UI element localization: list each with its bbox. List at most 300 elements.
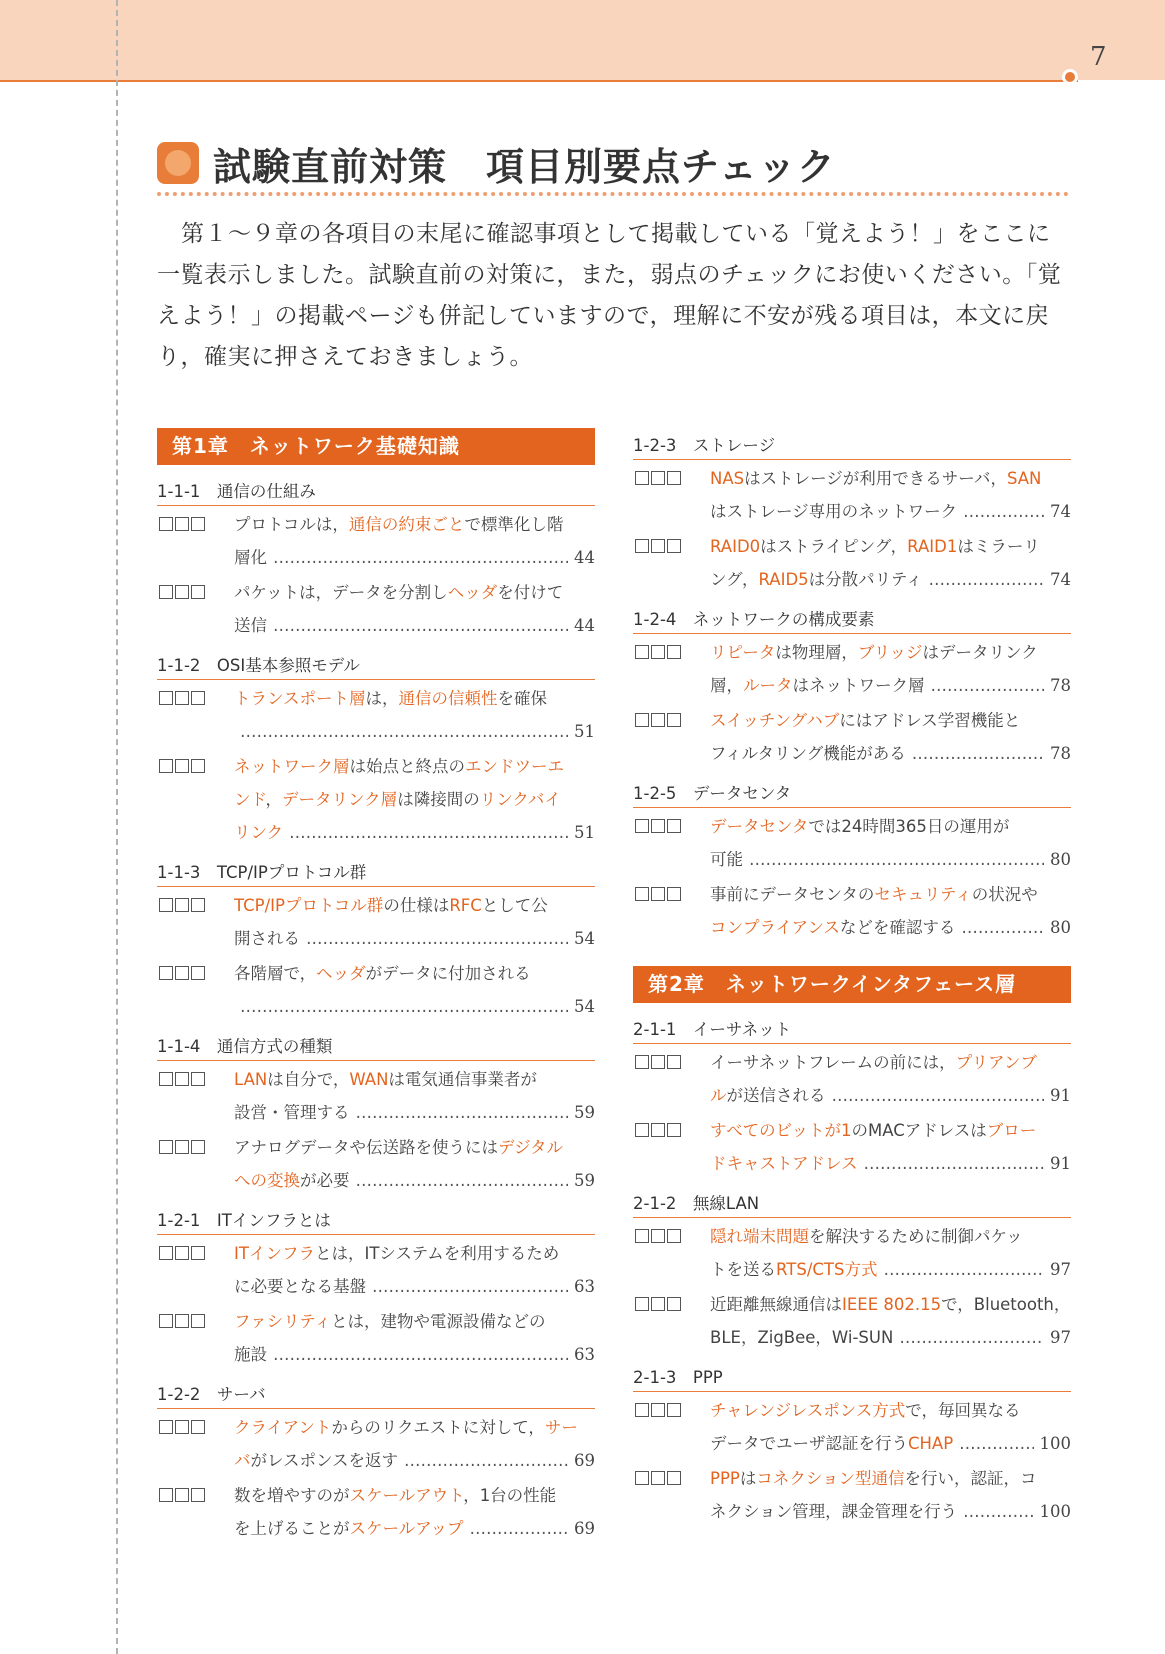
keyword: デジタル bbox=[498, 1138, 564, 1157]
section-2-1-3: 2-1-3 PPP bbox=[633, 1365, 1071, 1392]
checkbox[interactable] bbox=[175, 1072, 189, 1086]
item-text: はネットワーク層 bbox=[792, 676, 925, 695]
leader-dots bbox=[749, 843, 1044, 876]
checkbox[interactable] bbox=[651, 471, 665, 485]
item-text: 可能 bbox=[710, 850, 743, 869]
item-text: を付けて bbox=[497, 583, 564, 602]
checkboxes[interactable] bbox=[159, 585, 205, 599]
checkboxes[interactable] bbox=[635, 819, 681, 833]
checkbox[interactable] bbox=[651, 1229, 665, 1243]
check-item bbox=[633, 636, 1071, 702]
item-text: はストレージが利用できるサーバ， bbox=[744, 469, 1007, 488]
keyword: コネクション型通信 bbox=[756, 1469, 905, 1488]
heading-bullet-icon bbox=[157, 142, 199, 184]
item-text: フィルタリング機能がある bbox=[710, 744, 906, 763]
checkboxes[interactable] bbox=[159, 966, 205, 980]
item-text: は電気通信事業者が bbox=[388, 1070, 537, 1089]
leader-dots bbox=[959, 1427, 1033, 1460]
checkbox[interactable] bbox=[651, 539, 665, 553]
checkbox[interactable] bbox=[175, 1246, 189, 1260]
checkbox[interactable] bbox=[175, 1420, 189, 1434]
keyword: セキュリティ bbox=[874, 885, 972, 904]
keyword: サー bbox=[544, 1418, 578, 1437]
page-ref: 80 bbox=[1050, 918, 1071, 937]
page-ref: 91 bbox=[1050, 1086, 1071, 1105]
checkbox[interactable] bbox=[651, 819, 665, 833]
page-ref: 91 bbox=[1050, 1154, 1071, 1173]
leader-dots bbox=[899, 1321, 1044, 1354]
item-text: はストレージ専用のネットワーク bbox=[710, 502, 958, 521]
checkbox[interactable] bbox=[667, 887, 681, 901]
page-ref: 54 bbox=[574, 929, 595, 948]
check-item bbox=[157, 957, 595, 1023]
item-text: は分散パリティ bbox=[808, 570, 923, 589]
page-ref: 59 bbox=[574, 1103, 595, 1122]
checkbox[interactable] bbox=[635, 645, 649, 659]
keyword: ITインフラ bbox=[234, 1244, 315, 1263]
page-ref: 97 bbox=[1050, 1328, 1071, 1347]
item-text: がレスポンスを返す bbox=[250, 1451, 399, 1470]
right-column bbox=[633, 430, 1071, 1528]
keyword: トランスポート層 bbox=[234, 689, 366, 708]
checkbox[interactable] bbox=[159, 759, 173, 773]
page-ref: 78 bbox=[1050, 676, 1071, 695]
checkbox[interactable] bbox=[191, 898, 205, 912]
item-text: を行い，認証，コ bbox=[904, 1469, 1037, 1488]
keyword: IEEE 802.15 bbox=[842, 1295, 942, 1314]
checkbox[interactable] bbox=[175, 1314, 189, 1328]
leader-dots bbox=[273, 1338, 568, 1371]
keyword: チャレンジレスポンス方式 bbox=[710, 1401, 906, 1420]
keyword: WAN bbox=[349, 1070, 389, 1089]
checkboxes[interactable] bbox=[635, 887, 681, 901]
checkbox[interactable] bbox=[635, 1471, 649, 1485]
checkbox[interactable] bbox=[159, 1246, 173, 1260]
checkbox[interactable] bbox=[191, 691, 205, 705]
checkbox[interactable] bbox=[159, 1072, 173, 1086]
item-text: は， bbox=[365, 689, 399, 708]
checkbox[interactable] bbox=[191, 759, 205, 773]
checkbox[interactable] bbox=[191, 1420, 205, 1434]
item-text: プロトコルは， bbox=[234, 515, 349, 534]
leader-dots bbox=[273, 609, 568, 642]
keyword: スケールアウト bbox=[349, 1486, 464, 1505]
header-band bbox=[0, 0, 1165, 80]
keyword: ルータ bbox=[743, 676, 793, 695]
checkbox[interactable] bbox=[635, 887, 649, 901]
checkbox[interactable] bbox=[175, 1140, 189, 1154]
item-text: 開される bbox=[234, 929, 300, 948]
checkbox[interactable] bbox=[667, 713, 681, 727]
leader-dots bbox=[372, 1270, 568, 1303]
keyword: 通信の約束ごと bbox=[348, 515, 465, 534]
item-text: データでユーザ認証を行う bbox=[710, 1434, 908, 1453]
page-heading bbox=[157, 138, 836, 188]
item-text: ，1台の性能 bbox=[463, 1486, 557, 1505]
checkbox[interactable] bbox=[191, 966, 205, 980]
section-1-1-2: 1-1-2 OSI基本参照モデル bbox=[157, 653, 595, 680]
keyword: ネットワーク層 bbox=[234, 757, 350, 776]
section-2-1-1: 2-1-1 イーサネット bbox=[633, 1017, 1071, 1044]
leader-dots bbox=[963, 1495, 1033, 1528]
keyword: ブロー bbox=[986, 1121, 1037, 1140]
keyword: ドキャストアドレス bbox=[710, 1154, 858, 1173]
check-item bbox=[633, 878, 1071, 944]
item-text: トを送る bbox=[710, 1260, 776, 1279]
item-text: BLE，ZigBee，Wi-SUN bbox=[710, 1328, 894, 1347]
item-text: を解決するために制御パケッ bbox=[809, 1227, 1023, 1246]
checkbox[interactable] bbox=[175, 966, 189, 980]
leader-dots bbox=[273, 541, 568, 574]
item-text: で，Bluetooth， bbox=[941, 1295, 1071, 1314]
page-ref: 54 bbox=[574, 997, 595, 1016]
item-text: で，毎回異なる bbox=[905, 1401, 1021, 1420]
checkbox[interactable] bbox=[175, 517, 189, 531]
checkboxes[interactable] bbox=[635, 1229, 681, 1243]
checkboxes[interactable] bbox=[159, 517, 205, 531]
checkbox[interactable] bbox=[667, 1055, 681, 1069]
page-ref: 63 bbox=[574, 1277, 595, 1296]
section-1-1-4: 1-1-4 通信方式の種類 bbox=[157, 1034, 595, 1061]
item-text: では24時間365日の運用が bbox=[808, 817, 1010, 836]
section-1-1-3: 1-1-3 TCP/IPプロトコル群 bbox=[157, 860, 595, 887]
leader-dots bbox=[929, 563, 1044, 596]
checkboxes[interactable] bbox=[159, 1420, 205, 1434]
keyword: 通信の信頼性 bbox=[398, 689, 498, 708]
keyword: SAN bbox=[1006, 469, 1042, 488]
checkbox[interactable] bbox=[651, 1471, 665, 1485]
checkbox[interactable] bbox=[191, 1072, 205, 1086]
item-text: ネクション管理，課金管理を行う bbox=[710, 1502, 958, 1521]
checkboxes[interactable] bbox=[635, 539, 681, 553]
section-1-2-1: 1-2-1 ITインフラとは bbox=[157, 1208, 595, 1235]
check-item bbox=[633, 462, 1071, 528]
section-1-2-2: 1-2-2 サーバ bbox=[157, 1382, 595, 1409]
check-item bbox=[157, 682, 595, 748]
page-ref: 100 bbox=[1039, 1502, 1071, 1521]
check-item bbox=[633, 1462, 1071, 1528]
keyword: プリアンブ bbox=[955, 1053, 1037, 1072]
item-text: とは，ITシステムを利用するため bbox=[314, 1244, 560, 1263]
keyword: RFC bbox=[449, 896, 482, 915]
checkboxes[interactable] bbox=[635, 713, 681, 727]
leader-dots bbox=[912, 737, 1044, 770]
page-ref: 80 bbox=[1050, 850, 1071, 869]
item-text: とは，建物や電源設備などの bbox=[331, 1312, 546, 1331]
item-text: が送信される bbox=[726, 1086, 826, 1105]
left-column bbox=[157, 428, 595, 1545]
leader-dots bbox=[931, 669, 1045, 702]
checkbox[interactable] bbox=[191, 1140, 205, 1154]
leader-dots bbox=[832, 1079, 1045, 1112]
checkbox[interactable] bbox=[667, 819, 681, 833]
page-ref: 44 bbox=[574, 616, 595, 635]
keyword: CHAP bbox=[908, 1434, 954, 1453]
item-text: などを確認する bbox=[839, 918, 956, 937]
checkboxes[interactable] bbox=[159, 1246, 205, 1260]
item-text: として公 bbox=[481, 896, 548, 915]
keyword: スケールアップ bbox=[349, 1519, 464, 1538]
check-item bbox=[633, 704, 1071, 770]
checkbox[interactable] bbox=[191, 1246, 205, 1260]
leader-dots bbox=[240, 715, 568, 748]
checkboxes[interactable] bbox=[635, 645, 681, 659]
page-ref: 100 bbox=[1039, 1434, 1071, 1453]
check-item bbox=[157, 508, 595, 574]
checkbox[interactable] bbox=[667, 1471, 681, 1485]
checkbox[interactable] bbox=[667, 1123, 681, 1137]
header-dot bbox=[1062, 69, 1078, 85]
checkbox[interactable] bbox=[635, 819, 649, 833]
keyword: バ bbox=[234, 1451, 251, 1470]
checkboxes[interactable] bbox=[635, 1123, 681, 1137]
checkbox[interactable] bbox=[175, 1488, 189, 1502]
checkbox[interactable] bbox=[159, 1488, 173, 1502]
check-item bbox=[157, 1237, 595, 1303]
checkbox[interactable] bbox=[667, 645, 681, 659]
leader-dots bbox=[404, 1444, 568, 1477]
checkbox[interactable] bbox=[667, 539, 681, 553]
keyword: LAN bbox=[234, 1070, 268, 1089]
checkbox[interactable] bbox=[159, 691, 173, 705]
checkbox[interactable] bbox=[159, 1420, 173, 1434]
check-item bbox=[633, 1114, 1071, 1180]
keyword: RAID5 bbox=[758, 570, 809, 589]
item-text: は隣接間の bbox=[397, 790, 480, 809]
keyword: ヘッダ bbox=[316, 964, 366, 983]
checkbox[interactable] bbox=[651, 713, 665, 727]
checkboxes[interactable] bbox=[159, 1072, 205, 1086]
item-text: 各階層で， bbox=[234, 964, 317, 983]
keyword: すべてのビットが1 bbox=[710, 1121, 852, 1140]
checkbox[interactable] bbox=[651, 1403, 665, 1417]
item-text: は bbox=[739, 1469, 757, 1488]
checkbox[interactable] bbox=[667, 1403, 681, 1417]
checkbox[interactable] bbox=[635, 1403, 649, 1417]
item-text: イーサネットフレームの前には， bbox=[710, 1053, 956, 1072]
check-item bbox=[157, 1479, 595, 1545]
checkboxes[interactable] bbox=[635, 471, 681, 485]
check-item bbox=[157, 889, 595, 955]
page-ref: 51 bbox=[574, 722, 595, 741]
page-ref: 78 bbox=[1050, 744, 1071, 763]
item-text: ， bbox=[265, 790, 283, 809]
keyword: RAID1 bbox=[907, 537, 958, 556]
check-item bbox=[633, 1394, 1071, 1460]
binding-guide-line bbox=[116, 0, 118, 1654]
item-text: が必要 bbox=[300, 1171, 350, 1190]
section-1-2-5: 1-2-5 データセンタ bbox=[633, 781, 1071, 808]
keyword: エンドツーエ bbox=[465, 757, 564, 776]
item-text: に必要となる基盤 bbox=[234, 1277, 366, 1296]
leader-dots bbox=[963, 495, 1044, 528]
section-1-1-1: 1-1-1 通信の仕組み bbox=[157, 479, 595, 506]
header-rule bbox=[0, 80, 1078, 82]
chapter-2-header: 第2章 ネットワークインタフェース層 bbox=[633, 966, 1071, 1003]
checkbox[interactable] bbox=[159, 517, 173, 531]
item-text: 事前にデータセンタの bbox=[710, 885, 875, 904]
page-ref: 51 bbox=[574, 823, 595, 842]
keyword: ンド bbox=[234, 790, 266, 809]
item-text: 送信 bbox=[234, 616, 267, 635]
page-ref: 63 bbox=[574, 1345, 595, 1364]
intro-paragraph: 第１～９章の各項目の末尾に確認事項として掲載している「覚えよう！」をここに一覧表示しました。試験直前の対策に，また，弱点のチェックにお使いください。「覚えよう！」の掲載ページも併記していますので，理解に不安が残る項目は，本文に戻り，確実に押さえておきましょう。 bbox=[157, 221, 1062, 370]
checkbox[interactable] bbox=[175, 585, 189, 599]
check-item bbox=[633, 1046, 1071, 1112]
section-1-2-3: 1-2-3 ストレージ bbox=[633, 433, 1071, 460]
checkboxes[interactable] bbox=[635, 1055, 681, 1069]
check-item bbox=[633, 1220, 1071, 1286]
keyword: への変換 bbox=[234, 1171, 300, 1190]
item-text: からのリクエストに対して， bbox=[331, 1418, 545, 1437]
section-1-2-4: 1-2-4 ネットワークの構成要素 bbox=[633, 607, 1071, 634]
leader-dots bbox=[864, 1147, 1044, 1180]
page-ref: 44 bbox=[574, 548, 595, 567]
item-text: 層化 bbox=[234, 548, 267, 567]
keyword: RAID0 bbox=[710, 537, 761, 556]
page-title: 試験直前対策 項目別要点チェック bbox=[213, 144, 836, 189]
keyword: ブリッジ bbox=[857, 643, 923, 662]
keyword: リンク bbox=[234, 823, 284, 842]
checkboxes[interactable] bbox=[159, 1488, 205, 1502]
page-ref: 74 bbox=[1050, 570, 1071, 589]
checkbox[interactable] bbox=[635, 1123, 649, 1137]
checkbox[interactable] bbox=[635, 713, 649, 727]
checkbox[interactable] bbox=[159, 1140, 173, 1154]
page-ref: 69 bbox=[574, 1519, 595, 1538]
keyword: スイッチングハブ bbox=[710, 711, 840, 730]
page-ref: 69 bbox=[574, 1451, 595, 1470]
check-item bbox=[157, 1305, 595, 1371]
checkboxes[interactable] bbox=[159, 759, 205, 773]
checkbox[interactable] bbox=[175, 759, 189, 773]
item-text: を確保 bbox=[497, 689, 548, 708]
checkbox[interactable] bbox=[667, 1229, 681, 1243]
item-text: で標準化し階 bbox=[464, 515, 564, 534]
checkbox[interactable] bbox=[651, 1055, 665, 1069]
leader-dots bbox=[240, 990, 568, 1023]
keyword: コンプライアンス bbox=[710, 918, 840, 937]
keyword: 隠れ端末問題 bbox=[710, 1227, 809, 1246]
item-text: 近距離無線通信は bbox=[710, 1295, 842, 1314]
leader-dots bbox=[356, 1096, 569, 1129]
checkbox[interactable] bbox=[635, 1297, 649, 1311]
checkboxes[interactable] bbox=[159, 1140, 205, 1154]
page-ref: 97 bbox=[1050, 1260, 1071, 1279]
checkbox[interactable] bbox=[191, 1488, 205, 1502]
checkbox[interactable] bbox=[667, 1297, 681, 1311]
keyword: ファシリティ bbox=[234, 1312, 332, 1331]
leader-dots bbox=[961, 911, 1044, 944]
leader-dots bbox=[306, 922, 568, 955]
checkbox[interactable] bbox=[191, 585, 205, 599]
keyword: PPP bbox=[710, 1469, 740, 1488]
section-2-1-2: 2-1-2 無線LAN bbox=[633, 1191, 1071, 1218]
keyword: データセンタ bbox=[710, 817, 809, 836]
checkbox[interactable] bbox=[635, 539, 649, 553]
checkbox[interactable] bbox=[191, 1314, 205, 1328]
check-item bbox=[157, 576, 595, 642]
checkboxes[interactable] bbox=[159, 691, 205, 705]
checkboxes[interactable] bbox=[635, 1403, 681, 1417]
checkboxes[interactable] bbox=[159, 1314, 205, 1328]
item-text: 層， bbox=[710, 676, 743, 695]
keyword: ヘッダ bbox=[447, 583, 498, 602]
check-item bbox=[157, 750, 595, 849]
item-text: は物理層， bbox=[775, 643, 858, 662]
keyword: TCP/IPプロトコル群 bbox=[234, 896, 384, 915]
checkbox[interactable] bbox=[651, 887, 665, 901]
checkboxes[interactable] bbox=[635, 1471, 681, 1485]
item-text: はストライピング， bbox=[760, 537, 908, 556]
checkbox[interactable] bbox=[635, 471, 649, 485]
item-text: ング， bbox=[710, 570, 759, 589]
checkboxes[interactable] bbox=[635, 1297, 681, 1311]
page-ref: 59 bbox=[574, 1171, 595, 1190]
item-text: アナログデータや伝送路を使うには bbox=[234, 1138, 498, 1157]
item-text: 設営・管理する bbox=[234, 1103, 350, 1122]
check-item bbox=[157, 1411, 595, 1477]
keyword: ル bbox=[710, 1086, 727, 1105]
item-text: の仕様は bbox=[383, 896, 450, 915]
checkbox[interactable] bbox=[667, 471, 681, 485]
chapter-1-header: 第1章 ネットワーク基礎知識 bbox=[157, 428, 595, 465]
leader-dots bbox=[883, 1253, 1044, 1286]
check-item bbox=[633, 1288, 1071, 1354]
checkbox[interactable] bbox=[175, 691, 189, 705]
leader-dots bbox=[356, 1164, 569, 1197]
checkbox[interactable] bbox=[651, 1297, 665, 1311]
heading-dotted-rule bbox=[157, 192, 1069, 196]
item-text: パケットは，データを分割し bbox=[234, 583, 448, 602]
checkbox[interactable] bbox=[635, 1055, 649, 1069]
checkbox[interactable] bbox=[191, 517, 205, 531]
checkbox[interactable] bbox=[175, 898, 189, 912]
keyword: RTS/CTS方式 bbox=[776, 1260, 878, 1279]
item-text: のMACアドレスは bbox=[851, 1121, 987, 1140]
keyword: NAS bbox=[710, 469, 745, 488]
check-item bbox=[157, 1063, 595, 1129]
keyword: データリンク層 bbox=[282, 790, 398, 809]
checkbox[interactable] bbox=[159, 966, 173, 980]
item-text: は始点と終点の bbox=[349, 757, 465, 776]
check-item bbox=[633, 530, 1071, 596]
checkbox[interactable] bbox=[651, 645, 665, 659]
check-item bbox=[157, 1131, 595, 1197]
checkbox[interactable] bbox=[635, 1229, 649, 1243]
leader-dots bbox=[470, 1512, 568, 1545]
item-text: にはアドレス学習機能と bbox=[839, 711, 1021, 730]
checkbox[interactable] bbox=[159, 585, 173, 599]
checkboxes[interactable] bbox=[159, 898, 205, 912]
item-text: は自分で， bbox=[267, 1070, 350, 1089]
item-text: 施設 bbox=[234, 1345, 267, 1364]
leader-dots bbox=[289, 816, 568, 849]
checkbox[interactable] bbox=[159, 898, 173, 912]
page-number: 7 bbox=[1090, 42, 1107, 72]
item-text: はミラーリ bbox=[957, 537, 1040, 556]
check-item bbox=[633, 810, 1071, 876]
item-text: を上げることが bbox=[234, 1519, 350, 1538]
keyword: クライアント bbox=[234, 1418, 332, 1437]
keyword: リンクバイ bbox=[479, 790, 561, 809]
checkbox[interactable] bbox=[159, 1314, 173, 1328]
item-text: がデータに付加される bbox=[365, 964, 531, 983]
keyword: リピータ bbox=[710, 643, 776, 662]
item-text: はデータリンク bbox=[922, 643, 1038, 662]
checkbox[interactable] bbox=[651, 1123, 665, 1137]
page-ref: 74 bbox=[1050, 502, 1071, 521]
